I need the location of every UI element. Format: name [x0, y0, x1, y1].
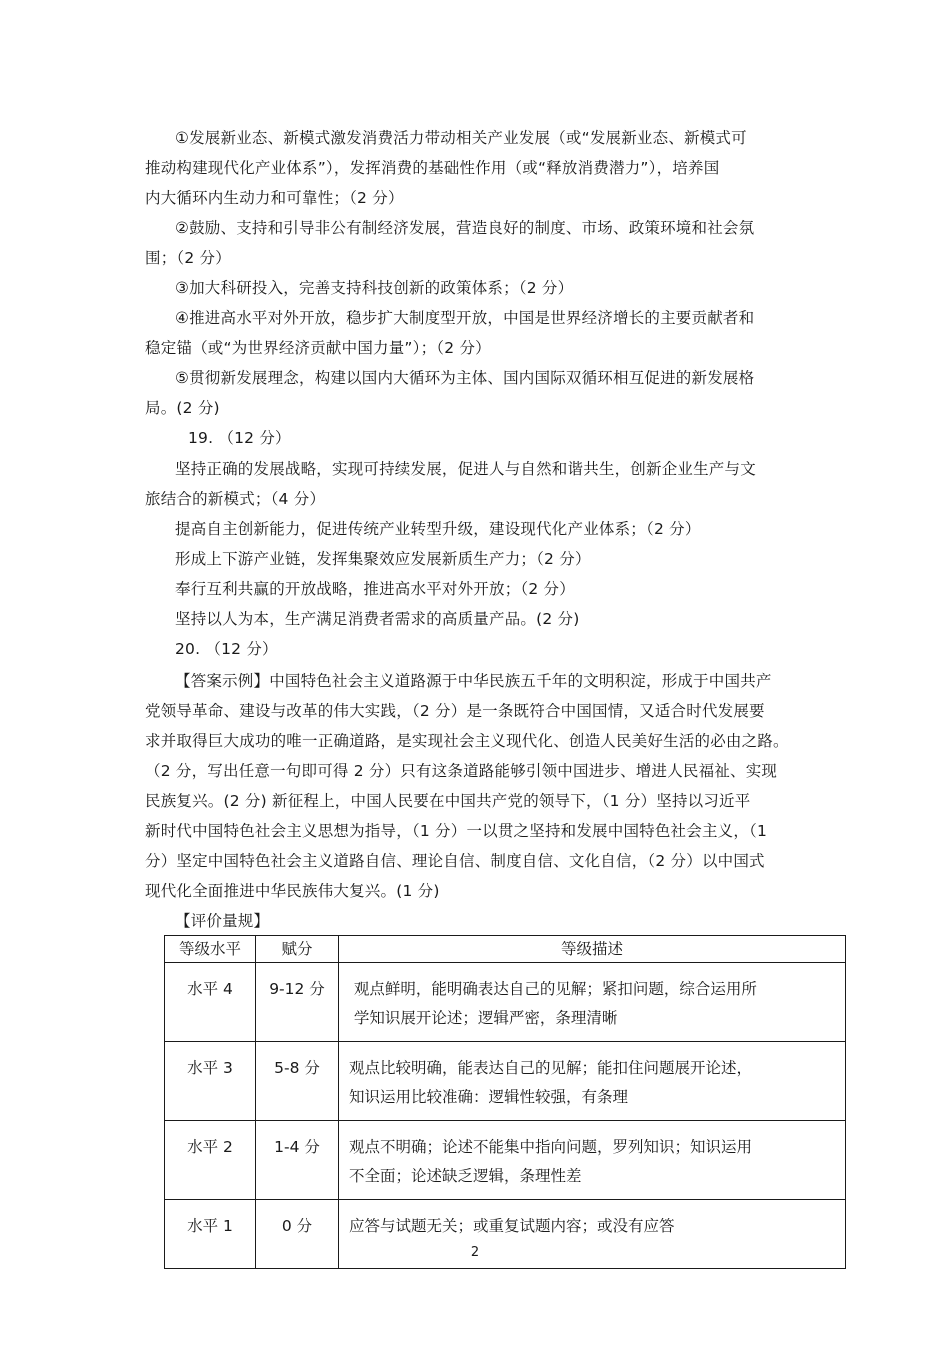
header-score: 赋分 [256, 936, 339, 963]
paragraph-line: 分）坚定中国特色社会主义道路自信、理论自信、制度自信、文化自信，（2 分）以中国式 [145, 852, 765, 870]
description-line: 观点鲜明，能明确表达自己的见解；紧扣问题，综合运用所 [349, 980, 757, 998]
paragraph-line: 形成上下游产业链，发挥集聚效应发展新质生产力；（2 分） [175, 550, 591, 568]
question-number-19: 19. （12 分） [188, 429, 291, 447]
score-cell: 9-12 分 [256, 963, 339, 1042]
paragraph-line: 坚持正确的发展战略，实现可持续发展，促进人与自然和谐共生，创新企业生产与文 [175, 460, 756, 478]
level-cell: 水平 4 [165, 963, 256, 1042]
paragraph-line: ⑤贯彻新发展理念，构建以国内大循环为主体、国内国际双循环相互促进的新发展格 [175, 369, 755, 387]
question-number-20: 20. （12 分） [175, 640, 278, 658]
paragraph-line: 提高自主创新能力，促进传统产业转型升级，建设现代化产业体系；（2 分） [175, 520, 701, 538]
paragraph-line: 坚持以人为本，生产满足消费者需求的高质量产品。(2 分) [175, 610, 580, 628]
paragraph-line: 旅结合的新模式；（4 分） [145, 490, 326, 508]
level-cell: 水平 3 [165, 1042, 256, 1121]
score-cell: 5-8 分 [256, 1042, 339, 1121]
level-cell: 水平 2 [165, 1121, 256, 1200]
paragraph-line: 内大循环内生动力和可靠性；（2 分） [145, 189, 404, 207]
paragraph-line: 求并取得巨大成功的唯一正确道路，是实现社会主义现代化、创造人民美好生活的必由之路。 [145, 732, 789, 750]
description-cell [339, 1042, 846, 1121]
paragraph-line: 局。(2 分) [145, 399, 220, 417]
description-line: 不全面；论述缺乏逻辑，条理性差 [349, 1167, 582, 1185]
table-row [165, 963, 846, 1042]
paragraph-line: 稳定锚（或“为世界经济贡献中国力量”）；（2 分） [145, 339, 491, 357]
paragraph-line: 【答案示例】中国特色社会主义道路源于中华民族五千年的文明积淀，形成于中国共产 [175, 672, 772, 690]
table-header-row [165, 936, 846, 963]
level-cell: 水平 1 [165, 1200, 256, 1269]
score-cell: 0 分 [256, 1200, 339, 1269]
header-level: 等级水平 [165, 936, 256, 963]
paragraph-line: ②鼓励、支持和引导非公有制经济发展，营造良好的制度、市场、政策环境和社会氛 [175, 219, 755, 237]
rubric-table [164, 935, 846, 1269]
description-line: 应答与试题无关；或重复试题内容；或没有应答 [349, 1217, 675, 1235]
paragraph-line: 奉行互利共赢的开放战略，推进高水平对外开放；（2 分） [175, 580, 575, 598]
paragraph-line: （2 分，写出任意一句即可得 2 分）只有这条道路能够引领中国进步、增进人民福祉、实现 [145, 762, 778, 780]
table-row [165, 1042, 846, 1121]
paragraph-line: 现代化全面推进中华民族伟大复兴。(1 分) [145, 882, 440, 900]
description-line: 知识运用比较准确：逻辑性较强，有条理 [349, 1088, 629, 1106]
score-cell: 1-4 分 [256, 1121, 339, 1200]
paragraph-line: 党领导革命、建设与改革的伟大实践，（2 分）是一条既符合中国国情，又适合时代发展要 [145, 702, 765, 720]
paragraph-line: 推动构建现代化产业体系”），发挥消费的基础性作用（或“释放消费潜力”），培养国 [145, 159, 720, 177]
paragraph-line: 民族复兴。(2 分) 新征程上，中国人民要在中国共产党的领导下，（1 分）坚持以习近平 [145, 792, 751, 810]
table-row [165, 1121, 846, 1200]
description-cell [339, 1121, 846, 1200]
paragraph-line: 新时代中国特色社会主义思想为指导，（1 分）一以贯之坚持和发展中国特色社会主义，（1 [145, 822, 768, 840]
paragraph-line: ①发展新业态、新模式激发消费活力带动相关产业发展（或“发展新业态、新模式可 [175, 129, 747, 147]
description-line: 学知识展开论述；逻辑严密，条理清晰 [349, 1009, 618, 1027]
description-line: 观点不明确；论述不能集中指向问题，罗列知识；知识运用 [349, 1138, 753, 1156]
paragraph-line: ③加大科研投入，完善支持科技创新的政策体系；（2 分） [175, 279, 574, 297]
header-description: 等级描述 [339, 936, 846, 963]
page-number: 2 [470, 1245, 480, 1260]
description-cell [339, 963, 846, 1042]
rubric-heading: 【评价量规】 [175, 912, 270, 930]
paragraph-line: 围；（2 分） [145, 249, 231, 267]
description-line: 观点比较明确，能表达自己的见解；能扣住问题展开论述， [349, 1059, 753, 1077]
paragraph-line: ④推进高水平对外开放，稳步扩大制度型开放，中国是世界经济增长的主要贡献者和 [175, 309, 755, 327]
